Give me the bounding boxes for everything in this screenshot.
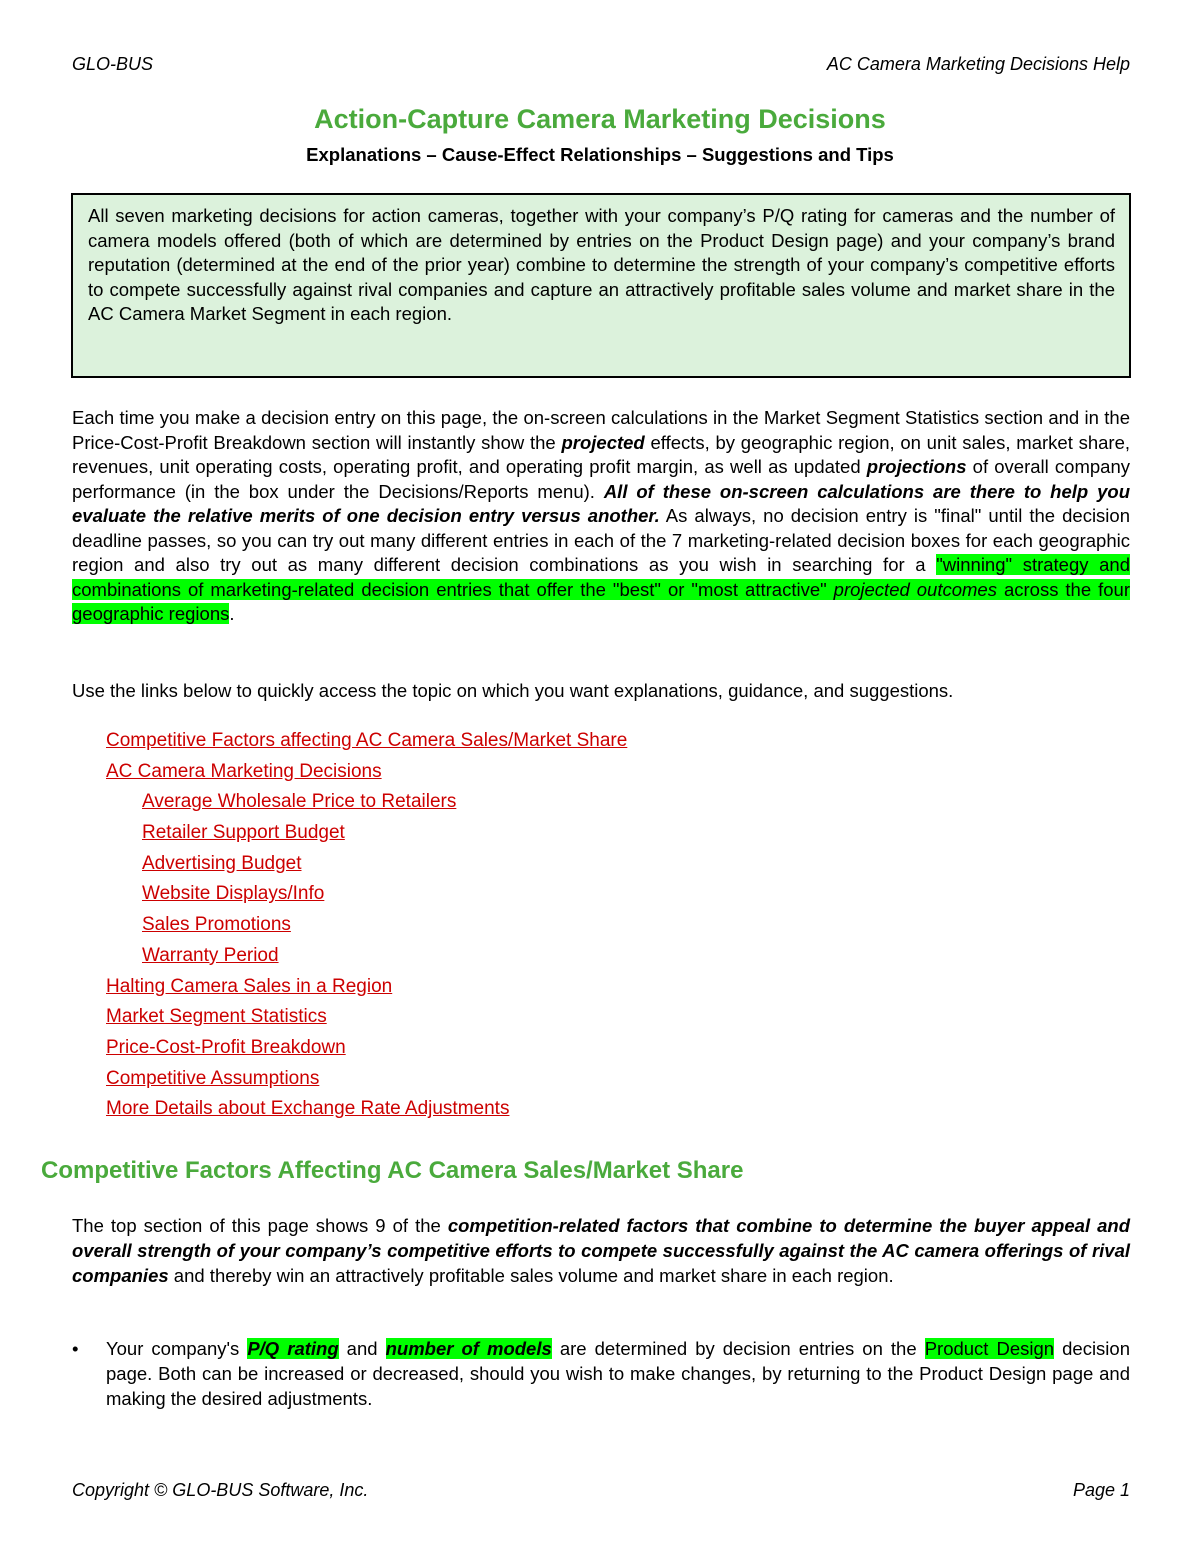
list-item [106,1067,627,1098]
para1-text-1: Each time you make a decision entry on this page, the on-screen calculations in the Market Segment Statistics section and in the Price-Cost-Profit Breakdown section will instantly show the [72,407,1130,453]
para3-text-2: and thereby win an attractively profitable sales volume and market share in each region. [168,1265,894,1286]
para1-period: . [229,603,235,624]
para3-text-1: The top section of this page shows 9 of the [72,1215,448,1236]
bullet-item [72,1336,1130,1411]
link-competitive-assumptions[interactable]: Competitive Assumptions [106,1067,320,1089]
link-competitive-factors[interactable]: Competitive Factors affecting AC Camera Sales/Market Share [106,730,628,751]
intro-box: All seven marketing decisions for action cameras, together with your company’s P/Q rating for cameras and the number of camera models offered (both of which are determined by entries on the Product Design page) and your company’s brand reputation (determined at the end of the prior year) combine to determine the strength of your company’s competitive efforts to compete successfully against rival companies and capture an attractively profitable sales volume and market share in the AC Camera Market Segment in each region. [71,193,1131,378]
header-right: AC Camera Marketing Decisions Help [826,54,1130,74]
bullet-text-4: decision page. Both can be increased or decreased, should you wish to make changes, by returning to the Product Design page and making the desired adjustments. [106,1338,1130,1409]
section-heading: Competitive Factors Affecting AC Camera Sales/Market Share [41,1157,744,1184]
list-item [106,975,627,1006]
footer-page-number: Page 1 [1072,1480,1130,1500]
para1-text-4: As always, no decision entry is "final" until the decision deadline passes, so you can try out many different entries in each of the 7 marketing-related decision boxes for each geographic region and also try out as many different decision combinations as you wish in searching for a [72,505,1130,575]
list-item [106,729,627,760]
footer-copyright: Copyright © GLO-BUS Software, Inc. [72,1480,369,1500]
link-retailer-support[interactable]: Retailer Support Budget [142,822,345,844]
bullet-number-of-models: number of models [385,1338,552,1359]
link-advertising[interactable]: Advertising Budget [142,852,302,874]
page-subtitle: Explanations – Cause-Effect Relationships – Suggestions and Tips [306,144,894,165]
list-item [106,913,627,944]
list-item [106,760,627,791]
list-item [106,821,627,852]
competitive-factors-paragraph [72,1213,1130,1288]
para1-projected: projected [561,431,645,453]
para1-highlight-1: "winning" strategy and combinations of marketing-related decision entries that offer the "best" or "most attractive" [72,554,1130,600]
para1-highlight-2: across the four geographic regions [72,578,1130,624]
link-exchange-rate[interactable]: More Details about Exchange Rate Adjustments [106,1098,510,1120]
link-sales-promotions[interactable]: Sales Promotions [142,914,291,936]
bullet-icon: • [72,1338,79,1359]
para1-text-2: effects, by geographic region, on unit sales, market share, revenues, unit operating costs, operating profit, and operating profit margin, as well as updated [72,431,1130,477]
list-item [106,1005,627,1036]
bullet-product-design: Product Design [924,1338,1055,1359]
link-market-segment-statistics[interactable]: Market Segment Statistics [106,1006,327,1028]
para1-text-3: of overall company performance (in the box under the Decisions/Reports menu). [72,456,1130,502]
bullet-pq-rating: P/Q rating [247,1338,339,1359]
bullet-text-2: and [338,1338,386,1359]
bullet-text [106,1336,1130,1411]
bullet-text-3: are determined by decision entries on the [551,1338,925,1359]
link-halting-sales[interactable]: Halting Camera Sales in a Region [106,975,393,997]
links-intro: Use the links below to quickly access the topic on which you want explanations, guidance, and suggestions. [72,680,954,701]
para3-emphasis: competition-related factors that combine to determine the buyer appeal and overall strength of your company’s competitive efforts to compete successfully against the AC camera offerings of rival companies [72,1215,1131,1286]
para1-projections: projections [866,456,967,477]
para1-emphasis: All of these on-screen calculations are there to help you evaluate the relative merits of one decision entry versus another. [72,480,1130,526]
list-item [106,882,627,913]
page-footer [72,1480,1130,1506]
page-title: Action-Capture Camera Marketing Decisions [314,104,886,134]
link-marketing-decisions[interactable]: AC Camera Marketing Decisions [106,760,382,782]
para1-projected-outcomes: projected outcomes [833,578,997,600]
decision-entry-paragraph [72,406,1130,627]
link-price-cost-profit[interactable]: Price-Cost-Profit Breakdown [106,1036,346,1058]
list-item [106,1036,627,1067]
page-header [72,54,1130,80]
bullet-text-1: Your company's [106,1338,248,1359]
list-item [106,944,627,975]
link-website-displays[interactable]: Website Displays/Info [142,883,325,905]
list-item [106,790,627,821]
topic-links-list [106,729,627,1128]
list-item [106,1097,627,1128]
list-item [106,852,627,883]
header-left: GLO-BUS [72,54,154,74]
link-warranty-period[interactable]: Warranty Period [142,944,279,966]
link-wholesale-price[interactable]: Average Wholesale Price to Retailers [142,791,457,813]
